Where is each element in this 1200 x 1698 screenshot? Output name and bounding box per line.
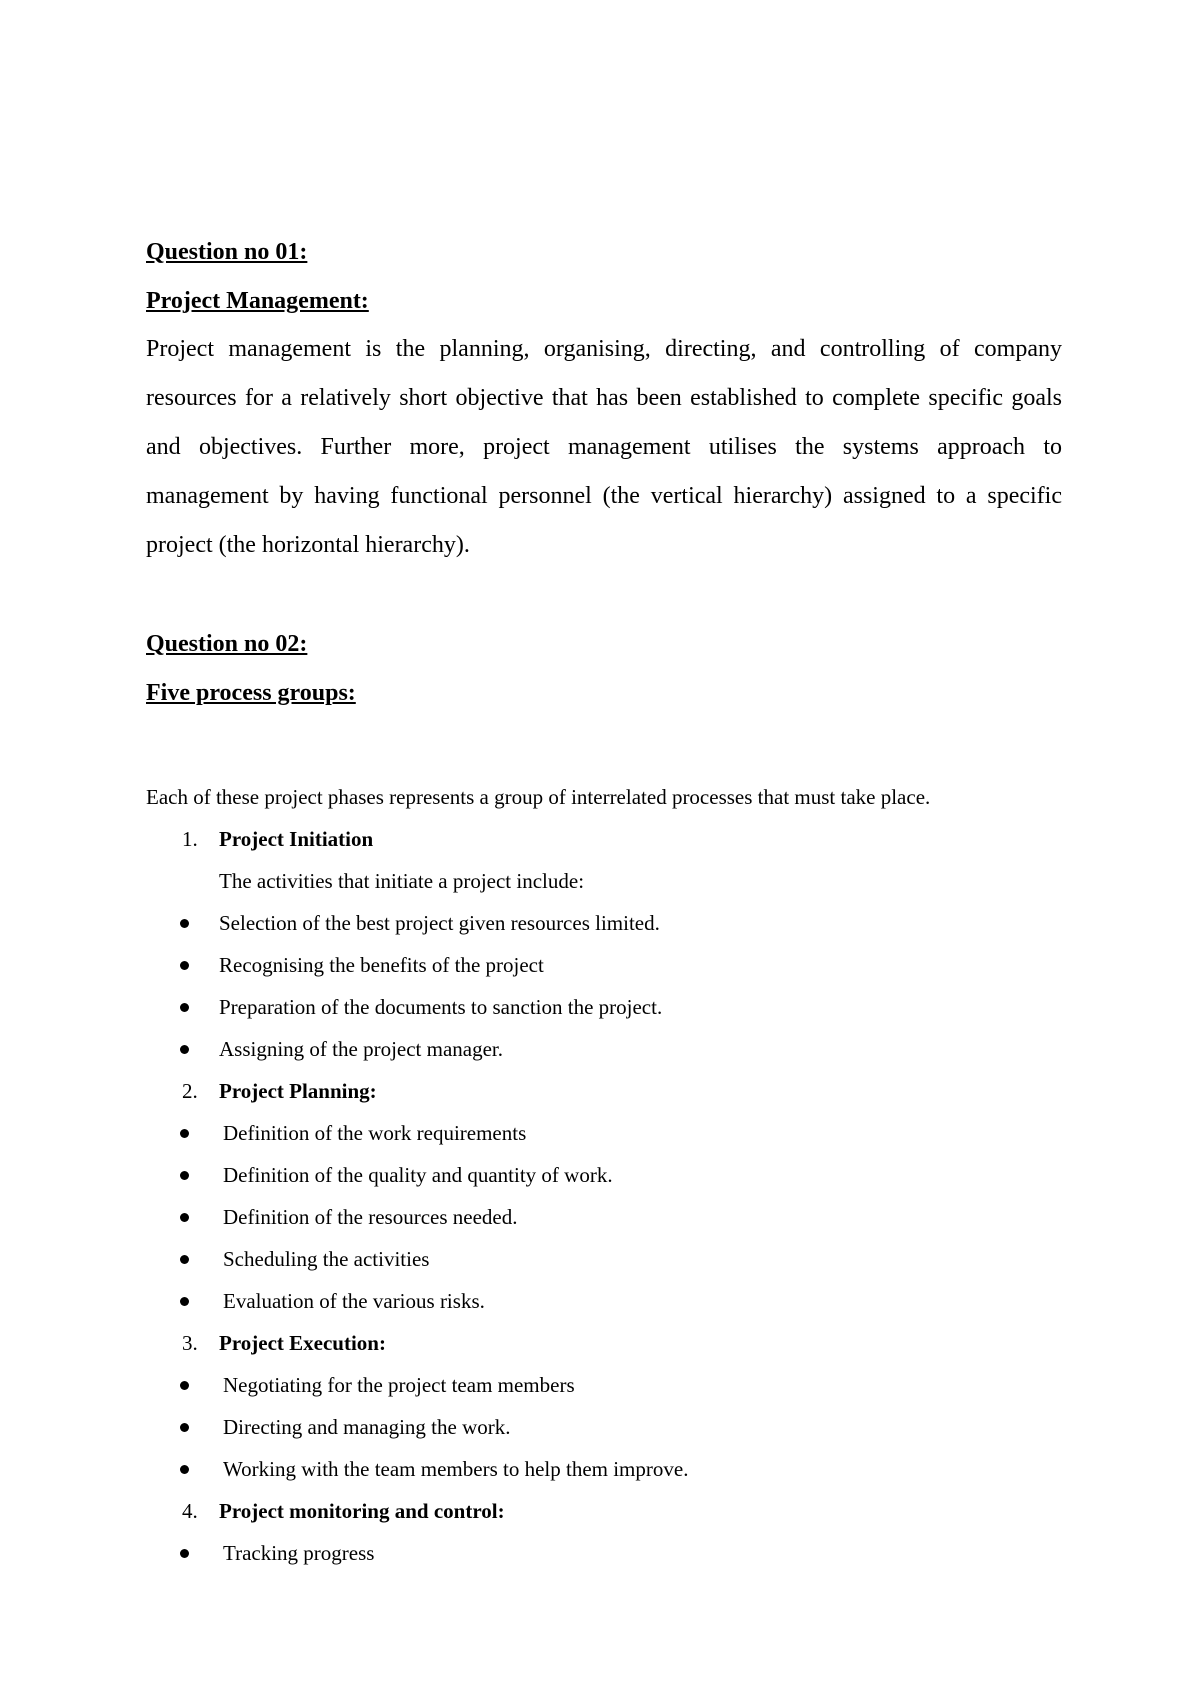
bullet-list [146, 902, 1062, 1070]
bullet-icon [180, 1129, 189, 1138]
process-step [146, 1070, 1062, 1322]
bullet-icon [180, 1003, 189, 1012]
question-2-label: Question no 02: [146, 631, 308, 657]
bullet-list [146, 1364, 1062, 1490]
bullet-icon [180, 1255, 189, 1264]
process-step [146, 1322, 1062, 1490]
list-item: Scheduling the activities [146, 1238, 1062, 1280]
bullet-icon [180, 1171, 189, 1180]
list-item: Assigning of the project manager. [146, 1028, 1062, 1070]
list-item: Tracking progress [146, 1532, 1062, 1574]
section-spacer [146, 726, 1062, 776]
question-1-paragraph: Project management is the planning, organising, directing, and controlling of company resources for a relatively short objective that has been established to complete specific goals and objectives. Further more, project management utilises the systems approach to management by having functional personnel (the vertical hierarchy) assigned to a specific project (the horizontal hierarchy). [146, 336, 1062, 558]
bullet-icon [180, 1381, 189, 1390]
list-item: Evaluation of the various risks. [146, 1280, 1062, 1322]
step-number: 4. [182, 1499, 198, 1523]
bullet-icon [180, 1465, 189, 1474]
question-2-title: Five process groups: [146, 680, 356, 706]
list-item: Preparation of the documents to sanction the project. [146, 986, 1062, 1028]
bullet-list [146, 1112, 1062, 1322]
step-title: Project Execution: [219, 1331, 386, 1355]
step-description: The activities that initiate a project include: [219, 869, 585, 893]
question-1-title: Project Management: [146, 288, 369, 314]
process-step [146, 1490, 1062, 1574]
list-item: Definition of the resources needed. [146, 1196, 1062, 1238]
document-content [146, 236, 1062, 1574]
step-title: Project monitoring and control: [219, 1499, 505, 1523]
bullet-icon [180, 961, 189, 970]
bullet-icon [180, 1549, 189, 1558]
bullet-list [146, 1532, 1062, 1574]
list-item: Recognising the benefits of the project [146, 944, 1062, 986]
step-title: Project Initiation [219, 827, 374, 851]
list-item: Definition of the quality and quantity of work. [146, 1154, 1062, 1196]
question-1-label: Question no 01: [146, 239, 308, 265]
section-spacer [146, 570, 1062, 628]
step-title: Project Planning: [219, 1079, 377, 1103]
question-2-intro: Each of these project phases represents a group of interrelated processes that must take place. [146, 785, 931, 809]
process-step [146, 818, 1062, 1070]
step-number: 3. [182, 1331, 198, 1355]
list-item: Directing and managing the work. [146, 1406, 1062, 1448]
bullet-icon [180, 1423, 189, 1432]
bullet-icon [180, 919, 189, 928]
bullet-icon [180, 1297, 189, 1306]
bullet-icon [180, 1213, 189, 1222]
step-number: 1. [182, 827, 198, 851]
list-item: Negotiating for the project team members [146, 1364, 1062, 1406]
bullet-icon [180, 1045, 189, 1054]
list-item: Working with the team members to help them improve. [146, 1448, 1062, 1490]
list-item: Definition of the work requirements [146, 1112, 1062, 1154]
list-item: Selection of the best project given resources limited. [146, 902, 1062, 944]
step-number: 2. [182, 1079, 198, 1103]
process-group-list [146, 818, 1062, 1574]
